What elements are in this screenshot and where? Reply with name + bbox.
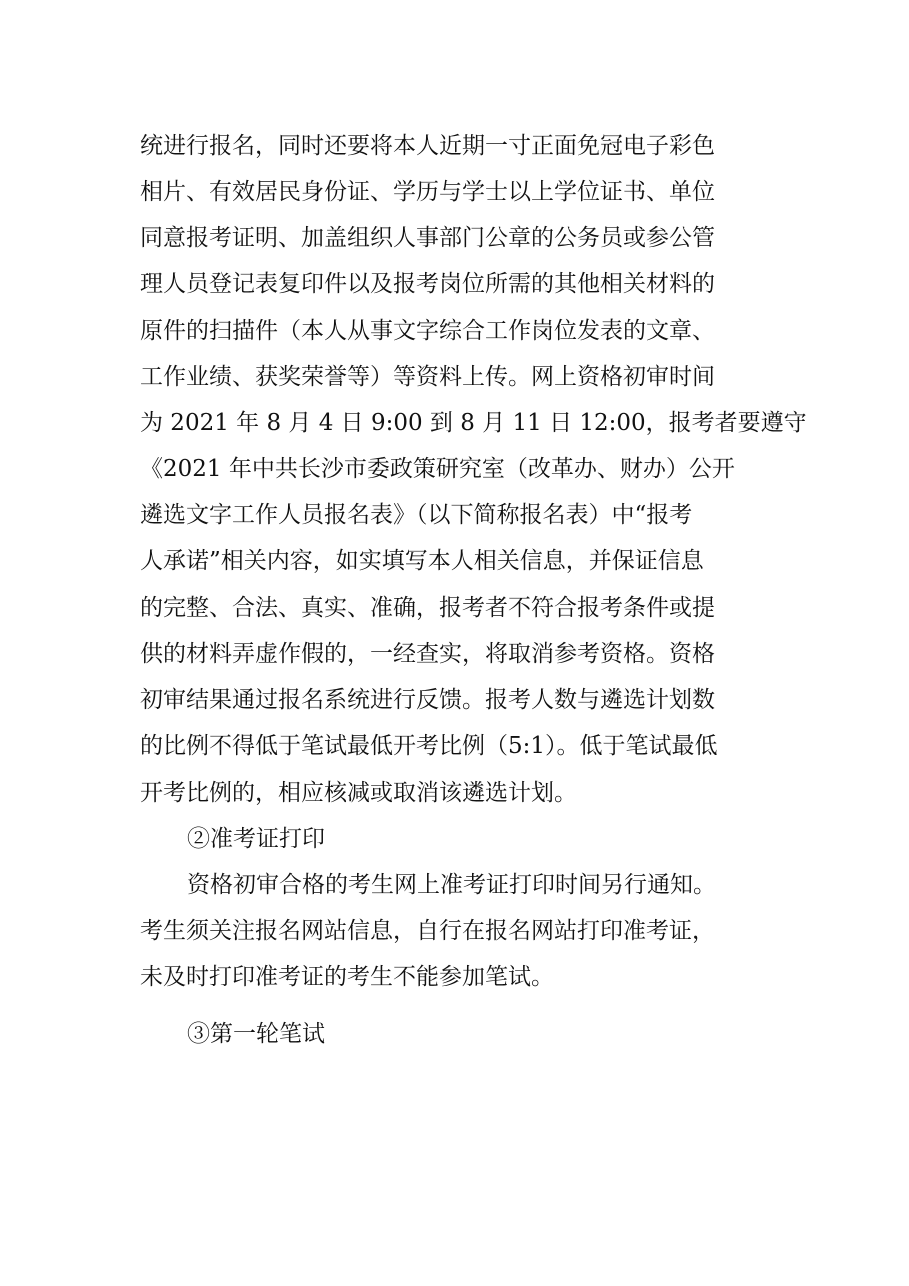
paragraph-line: 供的材料弄虚作假的，一经查实，将取消参考资格。资格 bbox=[140, 641, 715, 667]
paragraph-line: 遴选文字工作人员报名表》（以下简称报名表）中“报考 bbox=[140, 502, 693, 528]
paragraph-line: 相片、有效居民身份证、学历与学士以上学位证书、单位 bbox=[140, 179, 715, 205]
paragraph-line: 同意报考证明、加盖组织人事部门公章的公务员或参公管 bbox=[140, 225, 715, 251]
paragraph-line: 为 2021 年 8 月 4 日 9:00 到 8 月 11 日 12:00，报考者要遵守 bbox=[140, 410, 807, 436]
paragraph-line: 开考比例的，相应核减或取消该遴选计划。 bbox=[140, 780, 577, 806]
section-heading: ②准考证打印 bbox=[187, 826, 325, 852]
paragraph-line: 考生须关注报名网站信息，自行在报名网站打印准考证， bbox=[140, 918, 715, 944]
paragraph-line: 资格初审合格的考生网上准考证打印时间另行通知。 bbox=[187, 872, 716, 898]
paragraph-line: 人承诺”相关内容，如实填写本人相关信息，并保证信息 bbox=[140, 548, 704, 574]
paragraph-line: 工作业绩、获奖荣誉等）等资料上传。网上资格初审时间 bbox=[140, 364, 715, 390]
section-heading: ③第一轮笔试 bbox=[187, 1021, 325, 1047]
paragraph-line: 未及时打印准考证的考生不能参加笔试。 bbox=[140, 964, 554, 990]
paragraph-line: 理人员登记表复印件以及报考岗位所需的其他相关材料的 bbox=[140, 271, 715, 297]
paragraph-line: 的比例不得低于笔试最低开考比例（5:1）。低于笔试最低 bbox=[140, 733, 718, 759]
paragraph-line: 《2021 年中共长沙市委政策研究室（改革办、财办）公开 bbox=[140, 456, 735, 482]
paragraph-line: 原件的扫描件（本人从事文字综合工作岗位发表的文章、 bbox=[140, 318, 715, 344]
paragraph-line: 统进行报名，同时还要将本人近期一寸正面免冠电子彩色 bbox=[140, 133, 715, 159]
paragraph-line: 初审结果通过报名系统进行反馈。报考人数与遴选计划数 bbox=[140, 687, 715, 713]
paragraph-line: 的完整、合法、真实、准确，报考者不符合报考条件或提 bbox=[140, 595, 715, 621]
